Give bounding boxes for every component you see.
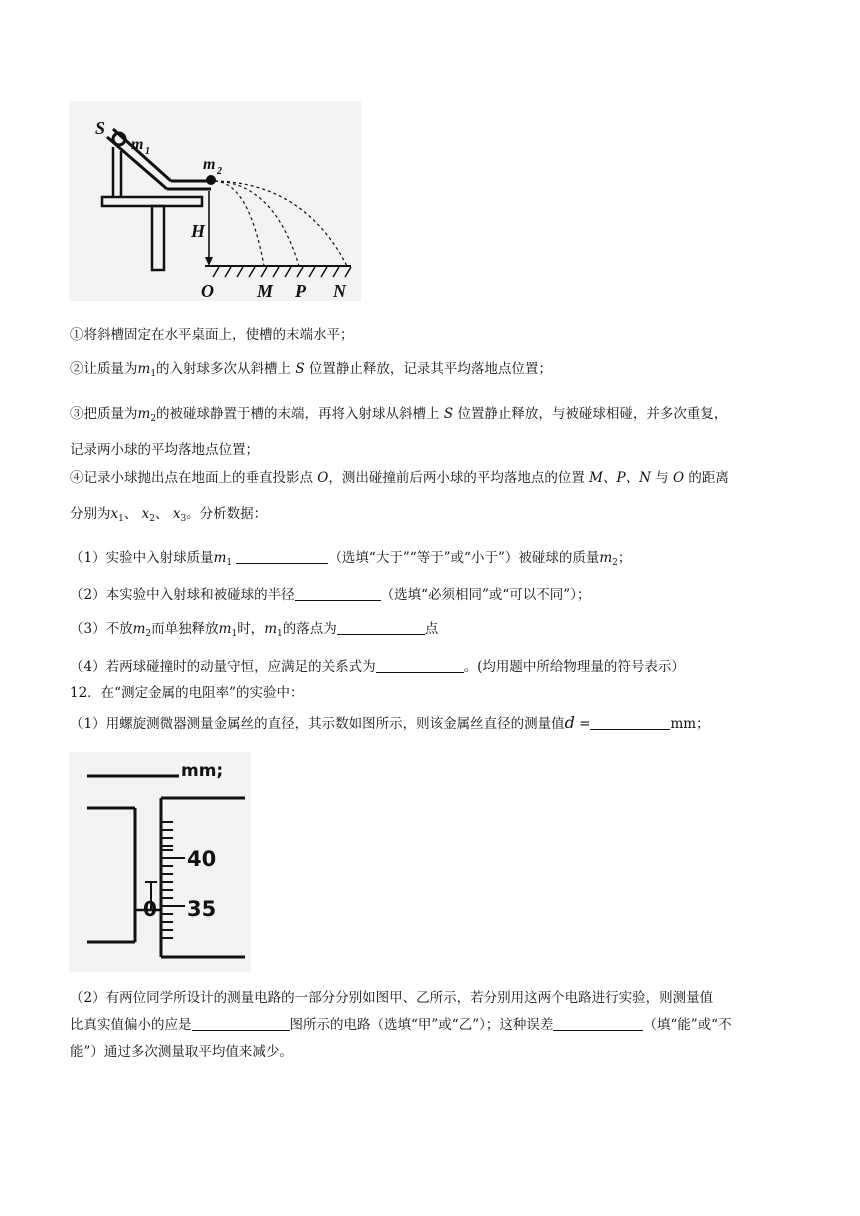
question-3-text-d: 的落点为 [282, 621, 337, 637]
subscript-1: 1 [277, 629, 283, 639]
symbol-d: d [564, 713, 575, 732]
q12-part-2-text-d: （填“能”或“不 [643, 1017, 732, 1033]
symbol-m: m [132, 621, 146, 637]
sleeve-zero: 0 [143, 897, 157, 921]
question-12-part-2: （2）有两位同学所设计的测量电路的一部分分别如图甲、乙所示，若分别用这两个电路进行实验，则测量值 [70, 990, 714, 1006]
step-3-text-a: ③把质量为 [70, 406, 138, 422]
label-n: N [333, 281, 346, 301]
subscript-2: 2 [145, 629, 152, 639]
symbol-o: O [673, 470, 685, 486]
symbol-m: m [137, 406, 151, 422]
step-4-cont [70, 504, 267, 529]
scale-label-40: 40 [187, 847, 217, 871]
subscript-2: 2 [149, 514, 156, 524]
separator: 、 [123, 506, 138, 522]
question-2-text-b: （选填“必须相同”或“可以不同”）； [380, 587, 591, 603]
symbol-x: x [172, 506, 181, 522]
symbol-x: x [141, 506, 150, 522]
question-3-text-a: （3）不放 [70, 621, 133, 637]
symbol-x: x [110, 506, 119, 522]
equals-sign: = [574, 716, 591, 732]
answer-blank-q4[interactable] [376, 658, 464, 673]
subscript-3: 3 [180, 514, 187, 524]
question-12-title: 12．在“测定金属的电阻率”的实验中： [70, 685, 304, 701]
step-4-text-a: ④记录小球抛出点在地面上的垂直投影点 [70, 470, 313, 486]
question-3-text-e: 点 [424, 621, 439, 637]
question-3-text-c: 时， [237, 621, 265, 637]
answer-blank-q3[interactable] [337, 620, 425, 635]
symbol-m: m [218, 621, 232, 637]
step-4-text-f: 。分析数据： [186, 506, 268, 522]
step-4-text-b: ，测出碰撞前后两小球的平均落地点的位置 [328, 470, 585, 486]
step-2-text-b: 的入射球多次从斜槽上 [156, 361, 292, 377]
step-2 [70, 359, 552, 384]
step-4 [70, 468, 729, 488]
question-2-text-a: （2）本实验中入射球和被碰球的半径 [70, 587, 295, 603]
label-s: S [95, 118, 106, 138]
question-4-text-a: （4）若两球碰撞时的动量守恒，应满足的关系式为 [70, 659, 376, 675]
question-12-part-2-end: 能”）通过多次测量取平均值来减少。 [70, 1044, 293, 1060]
subscript-1: 1 [226, 558, 233, 568]
question-12-part-2-cont [70, 1015, 732, 1035]
answer-blank-error[interactable] [553, 1016, 643, 1031]
label-h: H [191, 221, 206, 241]
label-m1-sub: 1 [145, 146, 150, 157]
q12-part-1-text-b: mm； [670, 716, 710, 732]
subscript-1: 1 [231, 629, 238, 639]
answer-blank-q1[interactable] [236, 549, 328, 564]
collision-apparatus-figure [69, 101, 361, 301]
subscript-2: 2 [150, 414, 157, 424]
label-m2: m [203, 156, 216, 173]
symbol-o: O [317, 470, 329, 486]
step-3 [70, 404, 727, 429]
step-4-text-e: 分别为 [70, 506, 111, 522]
label-m2-sub: 2 [217, 166, 222, 177]
step-3-text-c: 位置静止释放，与被碰球相碰，并多次重复， [457, 406, 728, 422]
step-2-text-c: 位置静止释放，记录其平均落地点位置； [308, 361, 552, 377]
label-p: P [295, 281, 306, 301]
step-1: ①将斜槽固定在水平桌面上，使槽的末端水平； [70, 327, 354, 343]
question-4 [70, 657, 685, 677]
separator: 、 [155, 506, 169, 522]
step-3-text-b: 的被碰球静置于槽的末端，再将入射球从斜槽上 [156, 406, 440, 422]
subscript-1: 1 [118, 514, 124, 524]
scale-label-35: 35 [187, 897, 217, 921]
question-1-text-c: ； [617, 550, 632, 566]
subscript-2: 2 [612, 558, 618, 568]
subscript-1: 1 [150, 369, 157, 379]
step-3-cont: 记录两小球的平均落地点位置； [70, 442, 259, 458]
q12-part-2-text-b: 比真实值偏小的应是 [70, 1017, 192, 1033]
collision-apparatus-diagram [69, 101, 361, 301]
question-3 [70, 619, 438, 644]
question-2 [70, 585, 590, 605]
question-4-text-b: 。(均用题中所给物理量的符号表示） [463, 659, 685, 675]
q12-part-2-text-c: 图所示的电路（选填“甲”或“乙”）；这种误差 [289, 1017, 554, 1033]
symbol-m: m [599, 550, 613, 566]
step-4-text-c: 与 [655, 470, 669, 486]
symbol-m: m [213, 550, 227, 566]
step-2-text-a: ②让质量为 [70, 361, 138, 377]
symbol-s: S [295, 361, 305, 377]
label-m1: m [131, 136, 144, 153]
symbol-mpn: M、P、N [589, 470, 651, 486]
symbol-m: m [264, 621, 277, 637]
symbol-m: m [137, 361, 151, 377]
symbol-s: S [443, 406, 454, 422]
micrometer-figure [69, 752, 251, 972]
question-1 [70, 548, 631, 573]
question-12-part-1 [70, 713, 710, 734]
question-1-text-b: （选填“大于”“等于”或“小于”）被碰球的质量 [328, 550, 600, 566]
answer-blank-diameter[interactable] [590, 715, 670, 730]
label-o: O [201, 281, 214, 301]
question-3-text-b: 而单独释放 [151, 621, 219, 637]
micrometer-diagram [69, 752, 251, 972]
answer-blank-q2[interactable] [295, 586, 381, 601]
step-4-text-d: 的距离 [688, 470, 729, 486]
answer-blank-circuit[interactable] [192, 1016, 290, 1031]
question-1-text-a: （1）实验中入射球质量 [70, 550, 214, 566]
label-m: M [257, 281, 274, 301]
micrometer-unit: mm; [181, 761, 224, 781]
q12-part-1-text-a: （1）用螺旋测微器测量金属丝的直径，其示数如图所示，则该金属丝直径的测量值 [70, 716, 565, 732]
